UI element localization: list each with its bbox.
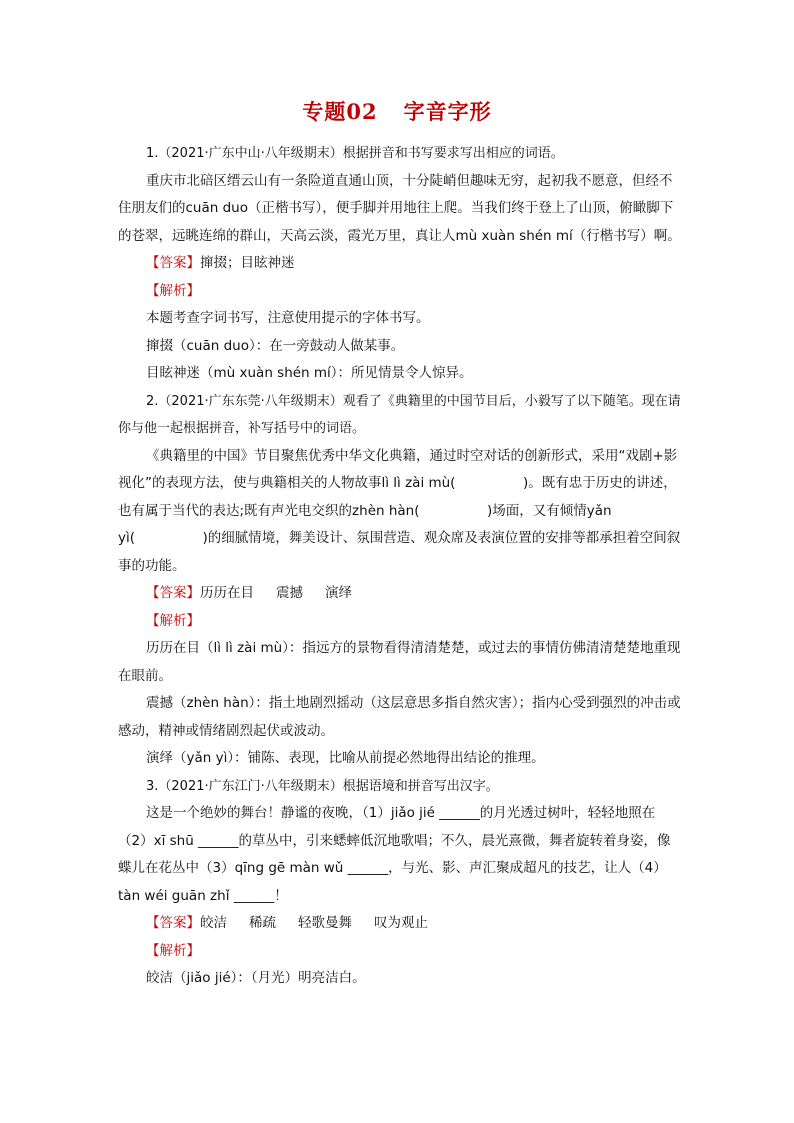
analysis-line: 皎洁（jiǎo jié）：（月光）明亮洁白。 <box>146 970 366 986</box>
question-1-passage: 重庆市北碚区缙云山有一条险道直通山顶，十分陡峭但趣味无穷，起初我不愿意，但经不住朋友们的cuān duo（正楷书写），便手脚并用地往上爬。当我们终于登上了山顶，俯瞰脚下的苍翠，远眺连绵的群山，天高云淡，霞光万里，真让人mù xuàn shén mí（行楷书写）啊。 <box>118 172 681 244</box>
answer-item: 震撼 <box>276 585 303 601</box>
question-3-analysis-label: 【解析】 <box>146 942 200 959</box>
answer-label: 【答案】 <box>146 915 200 931</box>
question-3-answer <box>118 910 684 938</box>
document-body <box>118 140 684 993</box>
question-2-header: 2.（2021·广东东莞·八年级期末）观看了《典籍里的中国节目后，小毅写了以下随笔。现在请你与他一起根据拼音，补写括号中的词语。 <box>118 393 681 436</box>
title-topic-name: 字音字形 <box>403 99 492 124</box>
question-2-passage: 《典籍里的中国》节目聚焦优秀中华文化典籍，通过时空对话的创新形式，采用“戏剧+影视化”的表现方法，使与典籍相关的人物故事lì lì zài mù( )。既有忠于历史的讲述，也有属于当代的表达;既有声光电交织的zhèn hàn( )场面，又有倾情yǎn yì( )的细腻情境，舞美设计、氛围营造、观众席及表演位置的安排等都承担着空间叙事的功能。 <box>118 447 681 574</box>
question-1-header: 1.（2021·广东中山·八年级期末）根据拼音和书写要求写出相应的词语。 <box>146 146 564 161</box>
question-2-analysis-label: 【解析】 <box>146 612 200 629</box>
question-3-header: 3.（2021·广东江门·八年级期末）根据语境和拼音写出汉字。 <box>146 778 499 794</box>
analysis-line: 撺掇（cuān duo）：在一旁鼓动人做某事。 <box>146 337 405 354</box>
analysis-line: 震撼（zhèn hàn）：指土地剧烈摇动（这层意思多指自然灾害）；指内心受到强烈的冲击或感动，精神或情绪剧烈起伏或波动。 <box>118 695 681 739</box>
question-1-answer <box>118 250 684 278</box>
answer-item: 演绎 <box>325 585 352 601</box>
answer-text: 撺掇；目眩神迷 <box>200 255 295 271</box>
question-3-passage: 这是一个绝妙的舞台！静谧的夜晚，（1）jiǎo jié ______的月光透过树叶，轻轻地照在（2）xī shū ______的草丛中，引来蟋蟀低沉地歌唱；不久，晨光熹微，舞者旋转着身姿，像蝶儿在花丛中（3）qīng gē màn wǔ ______，与光、影、声汇聚成超凡的技艺，让人（4）tàn wéi guān zhǐ ______！ <box>118 805 671 904</box>
answer-item: 历历在目 <box>200 585 254 601</box>
question-2-answer <box>118 580 684 608</box>
answer-item: 稀疏 <box>249 915 276 931</box>
analysis-line: 目眩神迷（mù xuàn shén mí）：所见情景令人惊异。 <box>146 365 473 381</box>
analysis-line: 本题考查字词书写，注意使用提示的字体书写。 <box>146 310 430 326</box>
answer-label: 【答案】 <box>146 585 200 601</box>
answer-item: 皎洁 <box>200 915 227 931</box>
page-title <box>0 96 794 126</box>
analysis-line: 演绎（yǎn yì）：铺陈、表现，比喻从前提必然地得出结论的推理。 <box>146 750 545 766</box>
analysis-line: 历历在目（lì lì zài mù）：指远方的景物看得清清楚楚，或过去的事情仿佛清清楚楚地重现在眼前。 <box>118 640 681 684</box>
answer-item: 轻歌曼舞 <box>298 915 352 931</box>
answer-item: 叹为观止 <box>374 915 428 931</box>
question-1-analysis-label: 【解析】 <box>146 282 200 299</box>
title-topic-number: 专题02 <box>302 99 378 124</box>
answer-label: 【答案】 <box>146 255 200 271</box>
